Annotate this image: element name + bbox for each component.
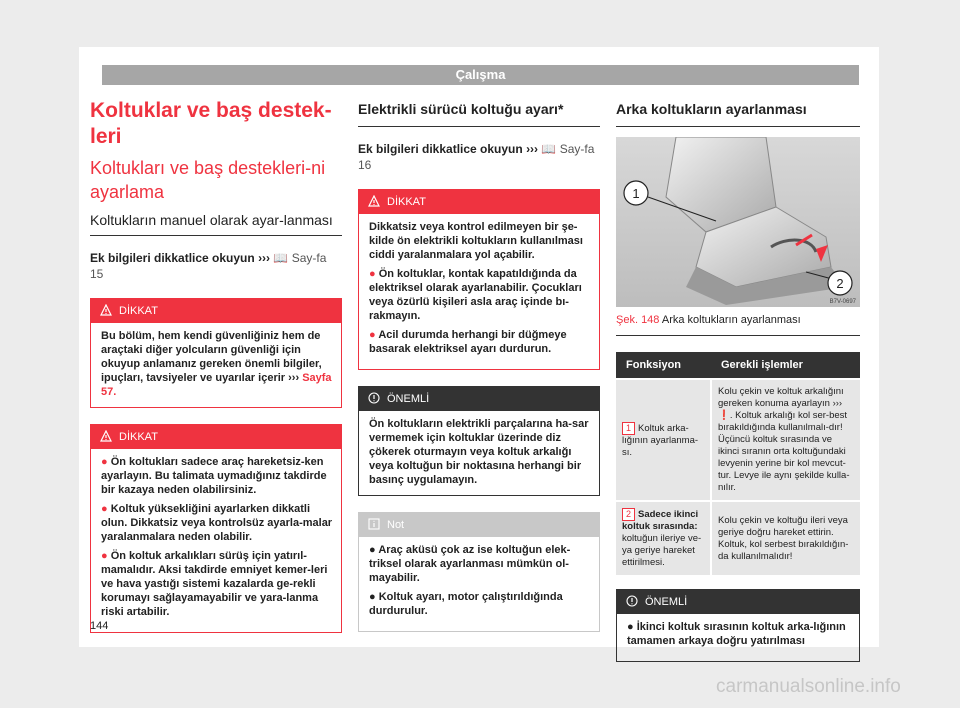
- table-header-actions: Gerekli işlemler: [711, 352, 860, 379]
- table-row: [616, 501, 860, 575]
- figure-code: B7V-0697: [829, 299, 856, 305]
- section-title-electric-seat: Elektrikli sürücü koltuğu ayarı*: [358, 101, 564, 117]
- chapter-title: Koltuklar ve baş destek-leri: [90, 99, 332, 148]
- list-item: ● Koltuk ayarı, motor çalıştırıldığında durdurulur.: [369, 591, 563, 617]
- function-table: [616, 352, 860, 575]
- note-icon: [368, 518, 380, 530]
- list-item: ● Ön koltukları sadece araç hareketsiz-ken ayarlayın. Bu talimata uymadığınız takdirde bir kazaya neden olabilirsiniz.: [101, 456, 327, 496]
- column-middle: [358, 90, 600, 632]
- column-left: [90, 90, 342, 633]
- watermark: carmanualsonline.info: [716, 676, 901, 697]
- section-header: Çalışma: [102, 65, 859, 85]
- section-title-rear-seats: Arka koltukların ayarlanması: [616, 101, 807, 117]
- warning-triangle-icon: [368, 195, 380, 207]
- warning-text: Bu bölüm, hem kendi güvenliğiniz hem de araçtaki diğer yolcuların güvenliği için okuyup anlamanız gereken önemli bilgiler, ipuçları, tavsiyeler ve uyarılar içerir ››› Sayfa 57.: [101, 330, 332, 398]
- important-box: [358, 386, 600, 496]
- reference-line: Ek bilgileri dikkatlice okuyun ››› 📖 Say-fa 16: [358, 142, 595, 172]
- book-icon: 📖: [273, 251, 289, 265]
- list-item: ● Ön koltuk arkalıkları sürüş için yatırıl-mamalıdır. Aksi takdirde emniyet kemer-leri ve hava yastığı sistemi kazalarda ge-rekli korumayı sağlayamayabilir ve yara-lanma riski artabilir.: [101, 550, 328, 618]
- note-header: Not: [359, 513, 599, 537]
- figure-caption: Şek. 148 Arka koltukların ayarlanması: [616, 314, 801, 326]
- important-header: ÖNEMLİ: [617, 590, 859, 614]
- list-item: ● İkinci koltuk sırasının koltuk arka-lığının tamamen arkaya doğru yatırılması: [627, 621, 846, 647]
- callout-1: 1: [632, 186, 640, 201]
- warning-intro: Dikkatsiz veya kontrol edilmeyen bir şe-kilde ön elektrikli koltukların kullanılması ciddi yaralanmalara yol açabilir.: [369, 221, 583, 261]
- table-cell-action: Kolu çekin ve koltuğu ileri veya geriye doğru hareket ettirin. Koltuk, kol serbest bırakıldığın-da kullanılmalıdır!: [711, 501, 860, 575]
- table-row: [616, 379, 860, 501]
- subsection-title: Koltukların manuel olarak ayar-lanması: [90, 212, 333, 228]
- warning-triangle-icon: [100, 430, 112, 442]
- seat-illustration: [616, 137, 860, 307]
- callout-2: 2: [836, 276, 844, 291]
- list-item: ● Ön koltuklar, kontak kapatıldığında da elektriksel olarak ayarlanabilir. Çocukları veya özürlü kişileri asla araç içinde bı-rakmayın.: [369, 268, 582, 322]
- warning-box-1: [90, 298, 342, 408]
- list-item: ● Acil durumda herhangi bir düğmeye basarak elektriksel ayarı durdurun.: [369, 329, 567, 355]
- important-header: ÖNEMLİ: [359, 387, 599, 411]
- book-icon: 📖: [541, 142, 557, 156]
- list-item: ● Koltuk yüksekliğini ayarlarken dikkatli olun. Dikkatsiz veya kontrolsüz ayarla-malar yaralanmalara neden olabilir.: [101, 503, 333, 543]
- reference-line: Ek bilgileri dikkatlice okuyun ››› 📖 Say-fa 15: [90, 251, 327, 281]
- warning-box: [358, 189, 600, 370]
- table-header-function: Fonksiyon: [616, 352, 711, 379]
- rear-seat-figure: [616, 137, 860, 307]
- info-circle-icon: [368, 392, 380, 404]
- page-number: 144: [90, 620, 109, 632]
- table-cell-function: 2 Sadece ikinci koltuk sırasında: koltuğun ileriye ve-ya geriye hareket ettirilmesi.: [616, 501, 711, 575]
- info-circle-icon: [626, 595, 638, 607]
- warning-triangle-icon: [100, 304, 112, 316]
- table-cell-action: Kolu çekin ve koltuk arkalığını gereken konuma ayarlayın ››› ❗. Koltuk arkalığı kol ser-best bırakıldığında kullanılmalı-dır! Üçüncü koltuk sırasında ve ikinci sıranın orta koltuğundaki levyenin yerine bir kol mevcut-tur. Levye ile aynı şekilde kulla-nılır.: [711, 379, 860, 501]
- column-right: [616, 90, 860, 662]
- page-57-link[interactable]: Sayfa 57.: [101, 372, 332, 398]
- important-box-rear: [616, 589, 860, 662]
- list-item: ● Araç aküsü çok az ise koltuğun elek-triksel olarak ayarlanması mümkün ol-mayabilir.: [369, 544, 571, 584]
- page-reference-link[interactable]: Say-fa 16: [358, 142, 595, 172]
- warning-header: DİKKAT: [359, 190, 599, 214]
- table-cell-function: 1 Koltuk arka-lığının ayarlanma-sı.: [616, 379, 711, 501]
- note-box: [358, 512, 600, 632]
- section-title: Koltukları ve baş destekleri-ni ayarlama: [90, 158, 326, 202]
- warning-header: DİKKAT: [91, 425, 341, 449]
- warning-header: DİKKAT: [91, 299, 341, 323]
- warning-box-2: [90, 424, 342, 633]
- important-text: Ön koltukların elektrikli parçalarına ha-sar vermemek için koltuklar üzerinde diz çökerek oturmayın veya koltuk arkalığı veya koltuğun bir noktasına herhangi bir basınç uygulamayın.: [369, 418, 589, 486]
- page-reference-link[interactable]: Say-fa 15: [90, 251, 327, 281]
